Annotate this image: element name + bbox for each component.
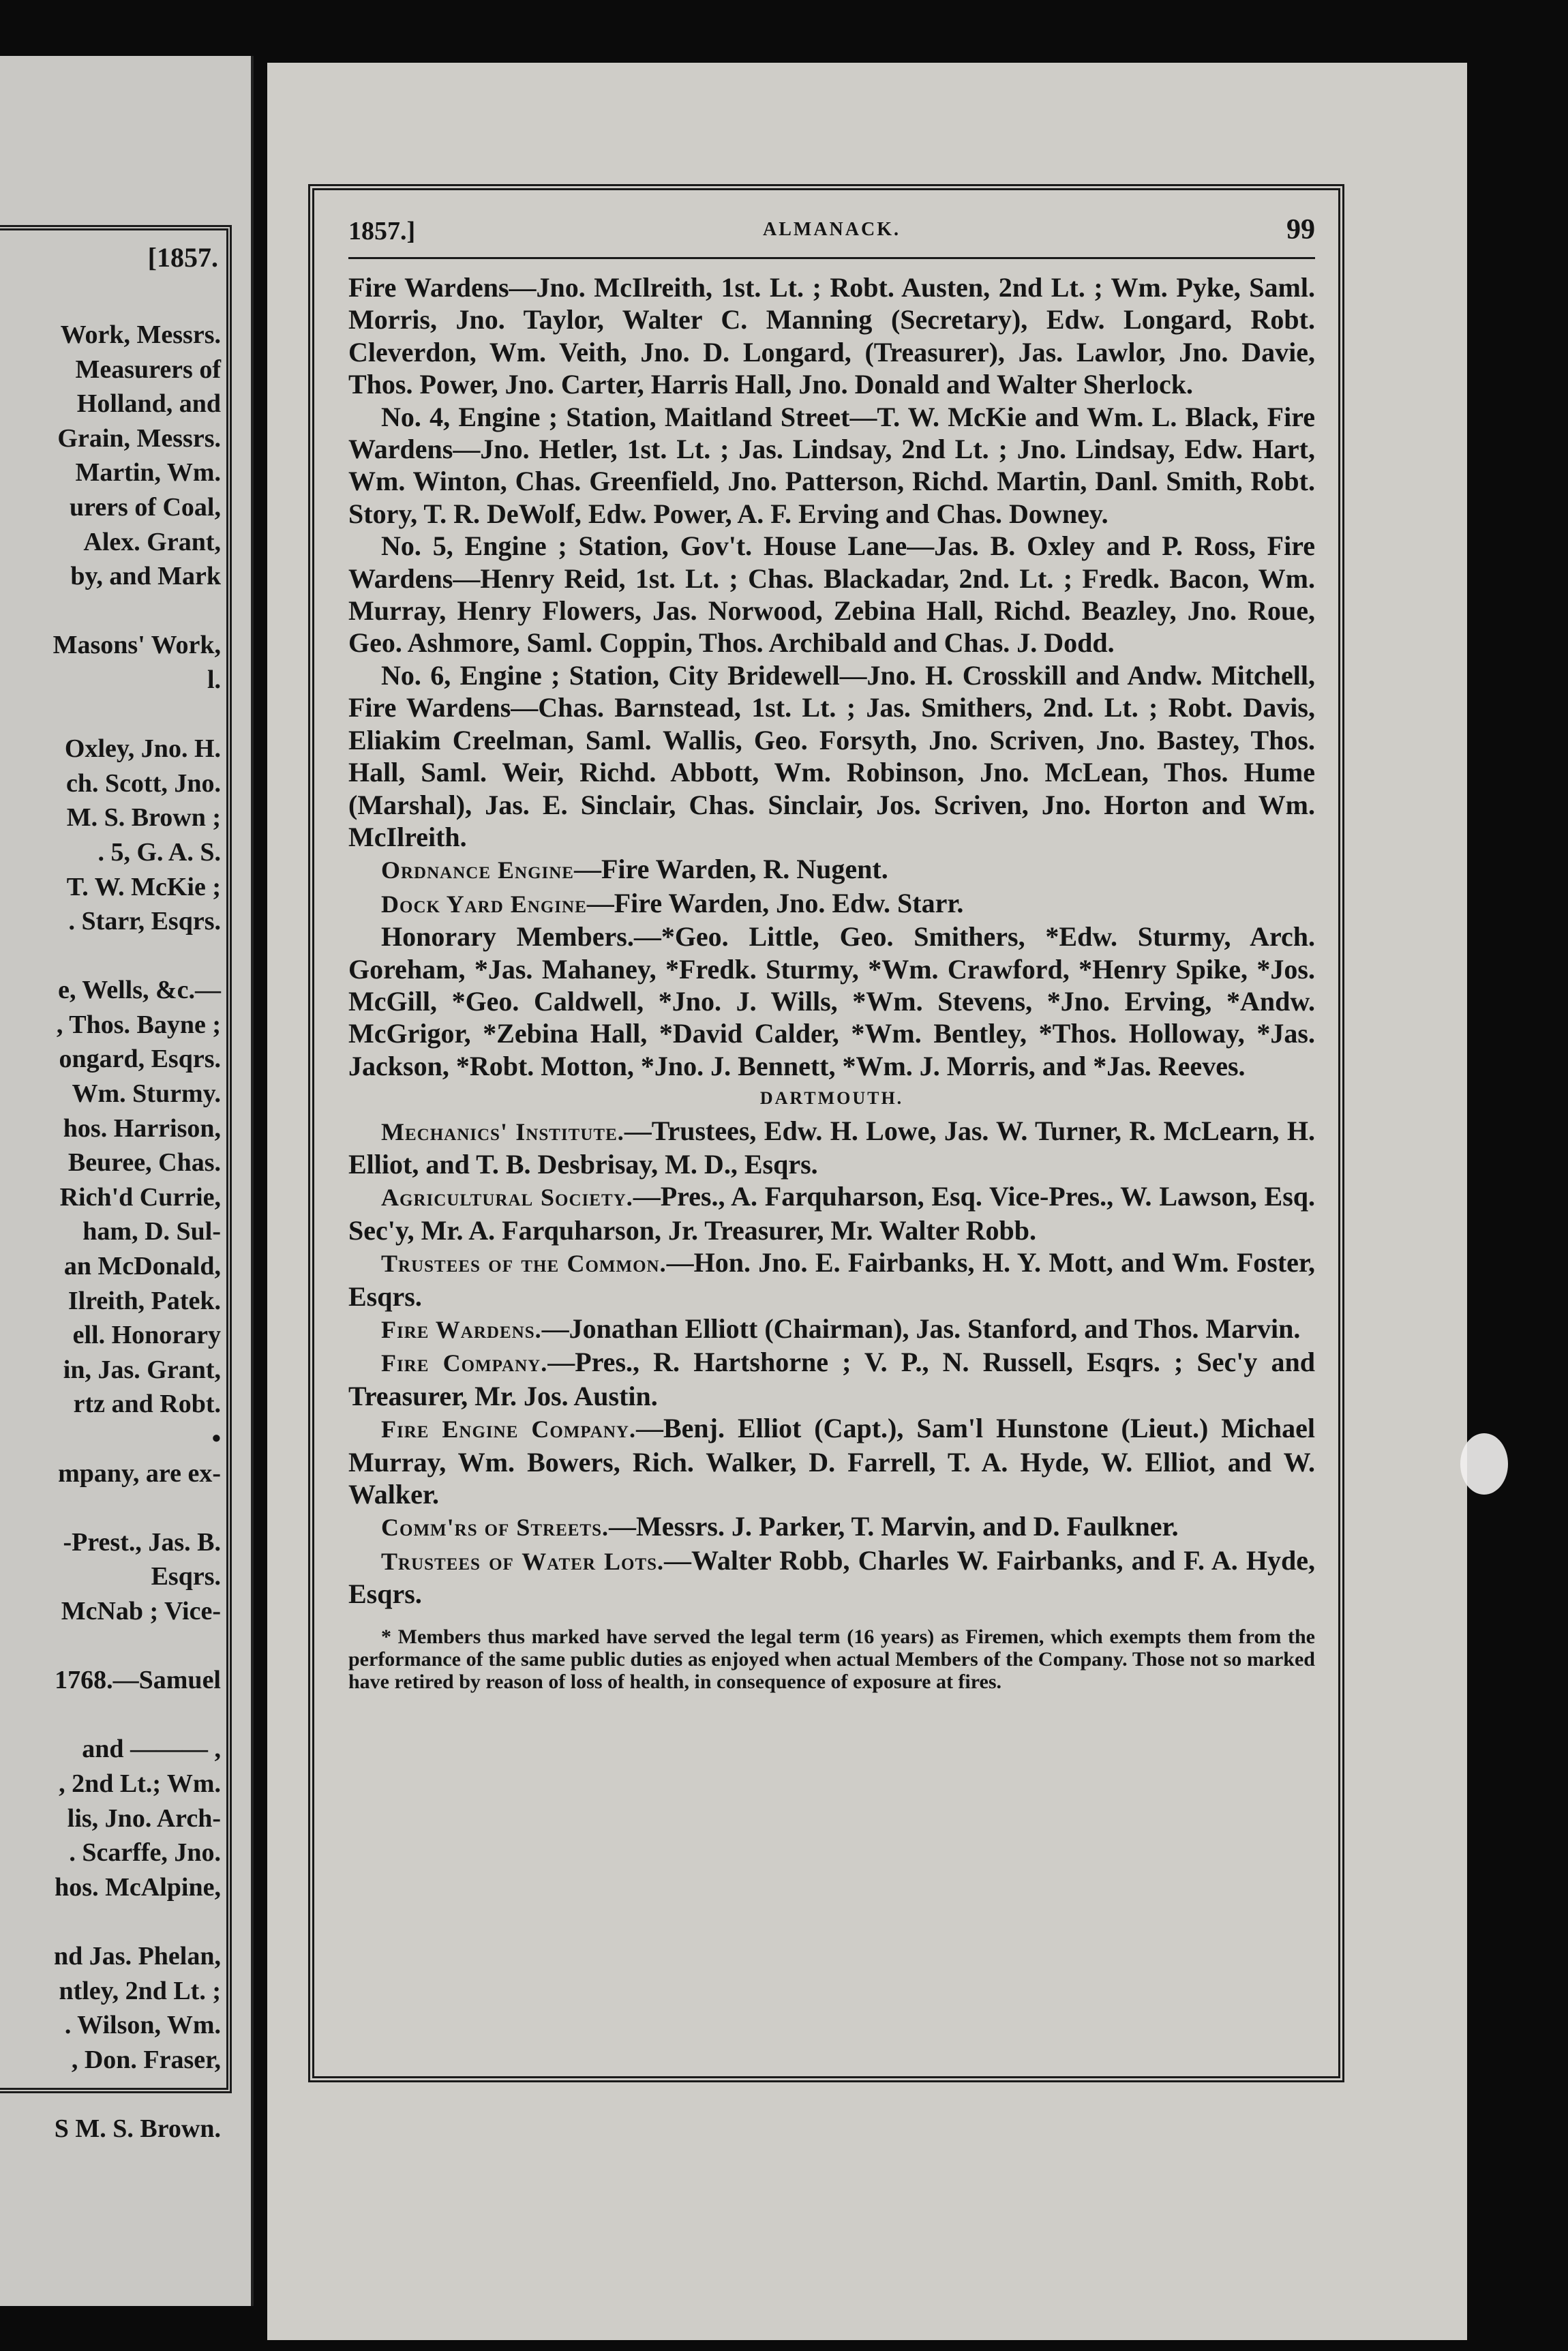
left-page-line: Beuree, Chas.: [67, 1148, 221, 1178]
paragraph: [348, 1313, 1315, 1346]
paragraph-text: DARTMOUTH.: [759, 1088, 904, 1109]
paragraph: [348, 920, 1315, 1082]
left-page-line: ell. Honorary: [72, 1321, 221, 1350]
paragraph-lead: Agricultural Society.: [381, 1184, 633, 1212]
left-page-line: . 5, G. A. S.: [97, 837, 221, 867]
left-page-line: [0, 1698, 221, 1733]
left-page-line: . Scarffe, Jno.: [69, 1838, 221, 1868]
paragraph: [348, 1412, 1315, 1510]
paragraph-text: —Hon. Jno. E. Fairbanks, H. Y. Mott, and Wm. Foster, Esqrs.: [348, 1247, 1315, 1312]
paragraph: [348, 271, 1315, 401]
left-page-line: [0, 594, 221, 629]
paragraph: [348, 853, 1315, 886]
left-page-line: 1768.—Samuel: [55, 1666, 221, 1695]
left-page-line: in, Jas. Grant,: [63, 1355, 221, 1384]
left-page-frame: [0, 225, 232, 2143]
paragraph: [348, 401, 1315, 530]
header-rule: [348, 257, 1315, 259]
paragraph: [348, 1246, 1315, 1313]
paragraph-lead: Dock Yard Engine: [381, 890, 587, 918]
paragraph-text: —Walter Robb, Charles W. Fairbanks, and F. A. Hyde, Esqrs.: [348, 1544, 1315, 1610]
left-page-line: Alex. Grant,: [83, 527, 221, 556]
left-page-line: nd Jas. Phelan,: [54, 1941, 221, 1971]
left-page-line: Work, Messrs.: [60, 320, 221, 349]
left-page-line: ongard, Esqrs.: [59, 1045, 221, 1074]
left-page-line: and ——— ,: [82, 1735, 221, 1764]
left-page-line: -Prest., Jas. B.: [63, 1527, 221, 1557]
left-page-line: an McDonald,: [63, 1252, 221, 1281]
paragraph: [348, 1180, 1315, 1246]
running-header: [348, 209, 1315, 253]
left-page-line: Measurers of: [75, 355, 221, 384]
left-page-line: , Thos. Bayne ;: [56, 1010, 221, 1039]
paragraph-text: No. 5, Engine ; Station, Gov't. House Lane—Jas. B. Oxley and P. Ross, Fire Wardens—Henry Reid, 1st. Lt. ; Chas. Blackadar, 2nd. Lt. ; Fredk. Bacon, Wm. Murray, Henry Flowers, Jas. Norwood, Zebina Hall, Richd. Beazley, Jno. Roue, Geo. Ashmore, Saml. Coppin, Thos. Archibald and Chas. J. Dodd.: [348, 530, 1315, 659]
paragraph-text: —Benj. Elliot (Capt.), Sam'l Hunstone (Lieut.) Michael Murray, Wm. Bowers, Rich. Walker, D. Farrell, T. A. Hyde, W. Elliot, and W. Walker.: [348, 1413, 1315, 1510]
left-page-text: [0, 318, 221, 2146]
left-page-line: T. W. McKie ;: [66, 872, 221, 901]
paragraph: [348, 1346, 1315, 1412]
paragraph-text: —Pres., A. Farquharson, Esq. Vice-Pres., W. Lawson, Esq. Sec'y, Mr. A. Farquharson, Jr. Treasurer, Mr. Walter Robb.: [348, 1181, 1315, 1246]
left-page-line: hos. McAlpine,: [55, 1872, 221, 1902]
body-text: [348, 271, 1315, 1611]
paragraph-lead: Fire Company.: [381, 1349, 548, 1377]
paragraph-lead: Comm'rs of Streets.: [381, 1514, 609, 1542]
paragraph-text: Honorary Members.—*Geo. Little, Geo. Smithers, *Edw. Sturmy, Arch. Goreham, *Jas. Mahaney, *Fredk. Sturmy, *Wm. Crawford, *Henry Spike, *Jos. McGill, *Geo. Caldwell, *Jno. J. Wills, *Wm. Stevens, *Jno. Erving, *Andw. McGrigor, *Zebina Hall, *David Calder, *Wm. Bentley, *Thos. Holloway, *Jas. Jackson, *Robt. Motton, *Jno. J. Bennett, *Wm. J. Morris, and *Jas. Reeves.: [348, 921, 1315, 1081]
paragraph-text: —Fire Warden, R. Nugent.: [573, 854, 888, 885]
left-page-line: by, and Mark: [70, 562, 221, 591]
left-page-line: [0, 698, 221, 732]
paragraph: [348, 1544, 1315, 1611]
left-page-line: ham, D. Sul-: [82, 1217, 221, 1246]
left-page-line: . Wilson, Wm.: [64, 2011, 221, 2040]
paragraph-text: Fire Wardens—Jno. McIlreith, 1st. Lt. ; Robt. Austen, 2nd Lt. ; Wm. Pyke, Saml. Morris, Jno. Taylor, Walter C. Manning (Secretary), Edw. Longard, Robt. Cleverdon, Wm. Veith, Jno. D. Longard, (Treasurer), Jas. Lawlor, Jno. Davie, Thos. Power, Jno. Carter, Harris Hall, Jno. Donald and Walter Sherlock.: [348, 272, 1315, 400]
left-page-line: , Don. Fraser,: [71, 2045, 221, 2074]
left-page-line: Grain, Messrs.: [57, 423, 221, 453]
paragraph-text: —Messrs. J. Parker, T. Marvin, and D. Faulkner.: [609, 1511, 1179, 1542]
footnote: * Members thus marked have served the legal term (16 years) as Firemen, which exempts them from the performance of the same public duties as enjoyed when actual Members of the Company. Those not so marked have retired by reason of loss of health, in consequence of exposure at fires.: [348, 1625, 1315, 1693]
left-page-line: Ilreith, Patek.: [67, 1286, 221, 1315]
paragraph-lead: Fire Wardens.: [381, 1316, 542, 1343]
page-number: 99: [1286, 214, 1315, 245]
left-page-line: McNab ; Vice-: [61, 1596, 221, 1626]
left-page-line: [0, 939, 221, 974]
paragraph: [348, 659, 1315, 853]
left-page-header: [1857.: [147, 242, 218, 273]
left-page-line: Wm. Sturmy.: [72, 1079, 221, 1109]
left-page-line: [0, 1629, 221, 1664]
paragraph: [348, 887, 1315, 920]
left-page-line: Martin, Wm.: [75, 458, 221, 488]
left-page-line: ch. Scott, Jno.: [66, 768, 221, 798]
paragraph-lead: Mechanics' Institute.: [381, 1118, 624, 1145]
left-page-line: mpany, are ex-: [58, 1458, 221, 1488]
paragraph: [348, 530, 1315, 659]
paper-stain: [1460, 1433, 1508, 1495]
paragraph-text: No. 4, Engine ; Station, Maitland Street—T. W. McKie and Wm. L. Black, Fire Wardens—Jno. Hetler, 1st. Lt. ; Jas. Lindsay, 2nd Lt. ; Jno. Lindsay, Edw. Hart, Wm. Winton, Chas. Greenfield, Jno. Patterson, Richd. Martin, Danl. Smith, Robt. Story, T. R. DeWolf, Edw. Power, A. F. Erving and Chas. Downey.: [348, 401, 1315, 529]
page-frame: [308, 184, 1344, 2082]
left-page-line: . Starr, Esqrs.: [68, 907, 221, 936]
left-page-line: urers of Coal,: [70, 492, 221, 522]
left-page-line: lis, Jno. Arch-: [67, 1803, 221, 1833]
paragraph-lead: Trustees of Water Lots.: [381, 1547, 665, 1575]
almanack-page: [267, 63, 1467, 2340]
left-page-line: , 2nd Lt.; Wm.: [59, 1769, 221, 1798]
left-page-line: Masons' Work,: [52, 631, 221, 660]
left-page-line: e, Wells, &c.—: [58, 976, 221, 1005]
header-title: ALMANACK.: [763, 219, 901, 240]
left-page-line: [0, 1491, 221, 1525]
left-page-line: ntley, 2nd Lt. ;: [59, 1976, 221, 2005]
left-page-line: •: [211, 1424, 221, 1453]
paragraph-text: —Fire Warden, Jno. Edw. Starr.: [586, 887, 964, 918]
left-page-line: hos. Harrison,: [63, 1113, 221, 1143]
header-year: 1857.]: [348, 217, 416, 245]
left-page-line: rtz and Robt.: [73, 1390, 221, 1419]
page-content: [348, 209, 1315, 2063]
paragraph: [348, 1115, 1315, 1181]
paragraph-text: —Jonathan Elliott (Chairman), Jas. Stanford, and Thos. Marvin.: [541, 1313, 1301, 1344]
paragraph-text: No. 6, Engine ; Station, City Bridewell—Jno. H. Crosskill and Andw. Mitchell, Fire Wardens—Chas. Barnstead, 1st. Lt. ; Jas. Smithers, 2nd. Lt. ; Robt. Davis, Eliakim Creelman, Saml. Wallis, Geo. Forsyth, Jno. Scriven, Jno. Bastey, Thos. Hall, Saml. Weir, Richd. Abbott, Wm. Robinson, Jno. McLean, Thos. Hume (Marshal), Jas. E. Sinclair, Chas. Sinclair, Jos. Scriven, Jno. Horton and Wm. McIlreith.: [348, 659, 1315, 852]
left-page-line: Holland, and: [76, 389, 221, 419]
left-page-line: Rich'd Currie,: [59, 1182, 221, 1212]
left-page-line: M. S. Brown ;: [66, 803, 221, 833]
paragraph-lead: Trustees of the Common.: [381, 1250, 667, 1278]
paragraph: [348, 1510, 1315, 1544]
left-page-line: l.: [207, 665, 221, 694]
paragraph-text: —Trustees, Edw. H. Lowe, Jas. W. Turner, R. McLearn, H. Elliot, and T. B. Desbrisay, M. D., Esqrs.: [348, 1115, 1315, 1180]
left-page-line: [0, 1904, 221, 1939]
paragraph-lead: Ordnance Engine: [381, 856, 574, 884]
left-page: [0, 56, 254, 2306]
paragraph-lead: Fire Engine Company.: [381, 1416, 636, 1443]
left-page-line: Esqrs.: [151, 1562, 221, 1591]
left-page-line: S M. S. Brown.: [54, 2114, 221, 2143]
section-heading: [348, 1082, 1315, 1114]
left-page-line: Oxley, Jno. H.: [64, 734, 221, 764]
left-page-line: [0, 2077, 221, 2112]
paragraph-text: —Pres., R. Hartshorne ; V. P., N. Russell, Esqrs. ; Sec'y and Treasurer, Mr. Jos. Austin.: [348, 1347, 1315, 1411]
